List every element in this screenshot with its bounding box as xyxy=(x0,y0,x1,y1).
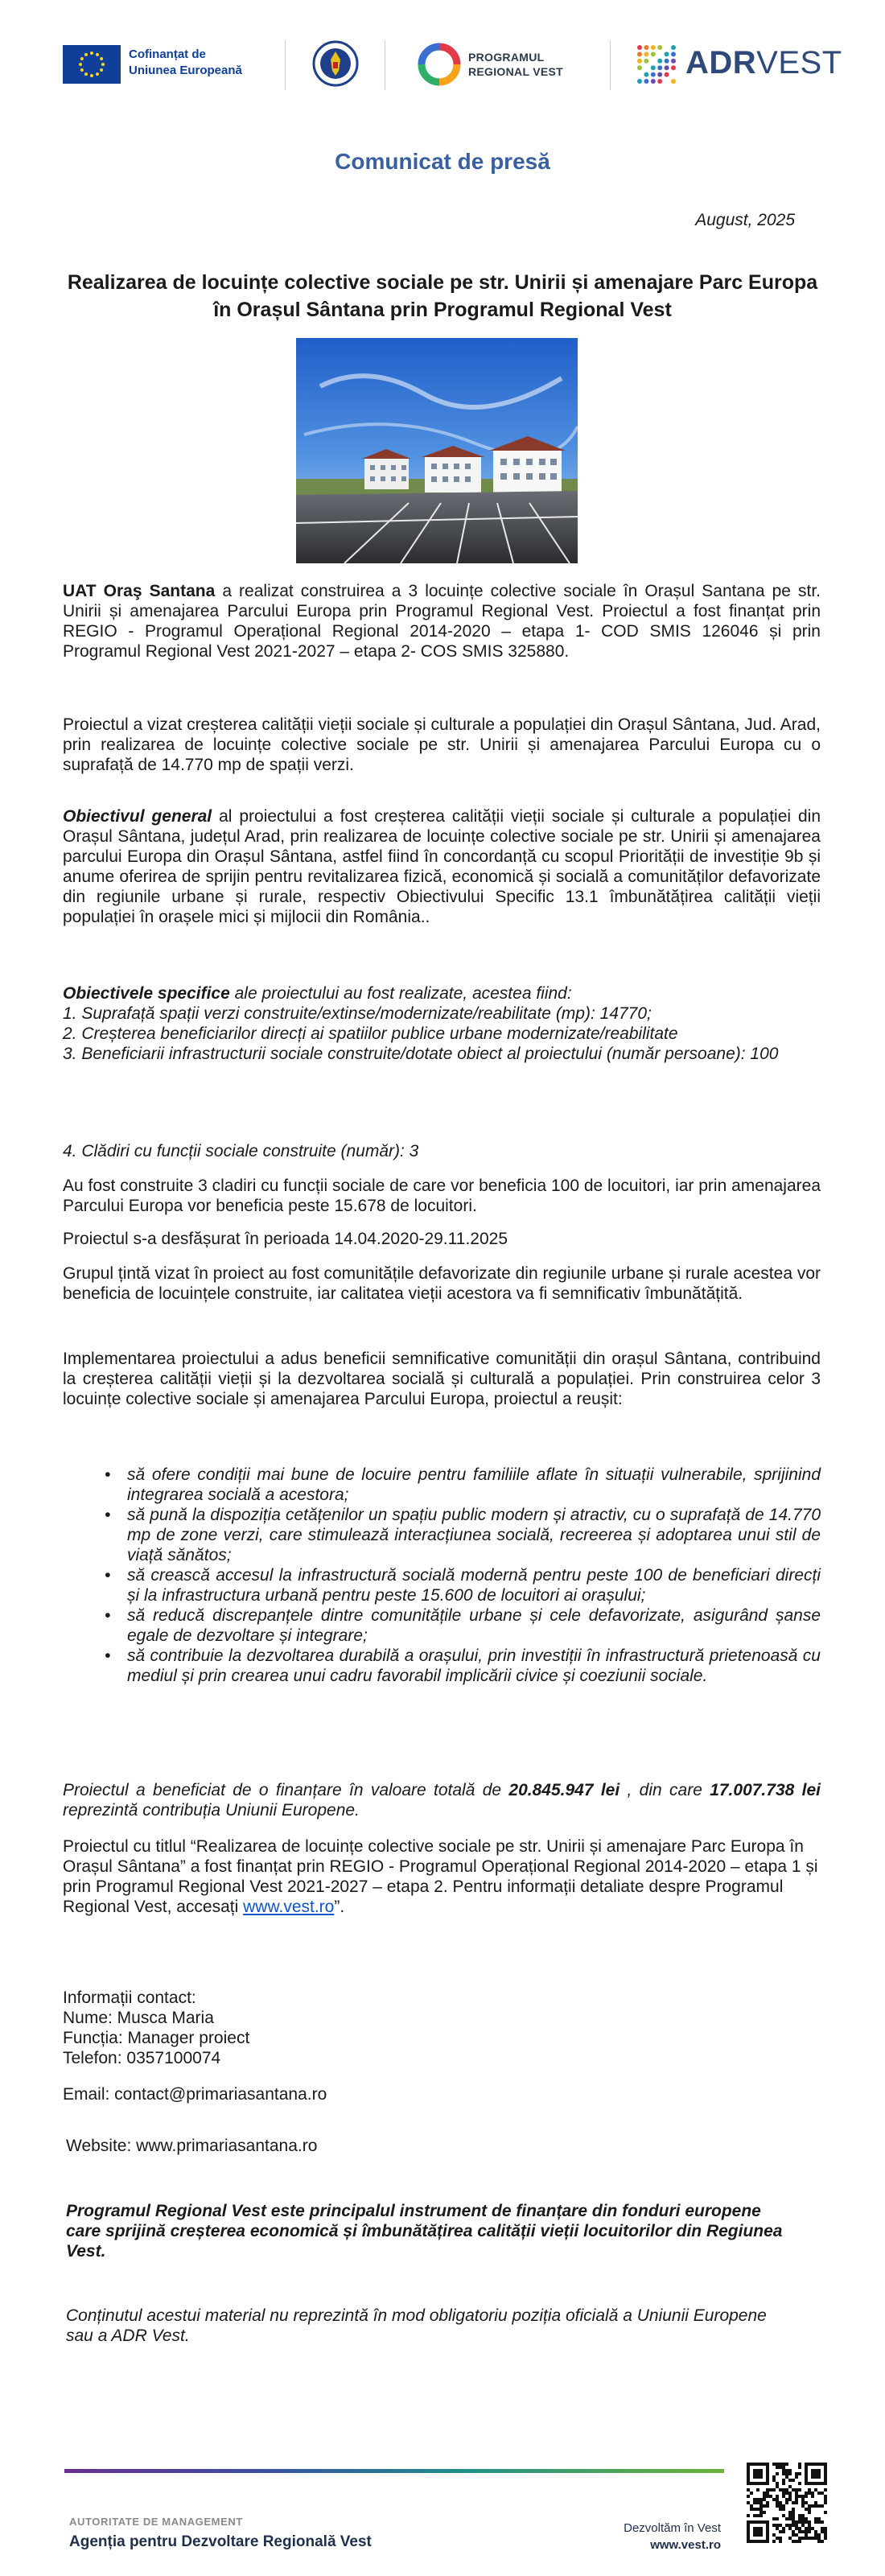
footer-divider xyxy=(64,2469,724,2473)
list-item: • să pună la dispoziția cetățenilor un spațiu public modern și atractiv, cu o suprafață de 14.770 mp de zone verzi, care stimulează interacțiunea socială, recreerea și adoptarea unui stil de viață sănătos; xyxy=(105,1506,821,1564)
list-item: • să ofere condiții mai bune de locuire pentru familiile aflate în situații vulnerabile, sprijinind integrarea socială a acestora; xyxy=(105,1465,821,1504)
paragraph-implementation: Implementarea proiectului a adus beneficii semnificative comunității din orașul Sântana, contribuind la creșterea calității vieții și la dezvoltarea socială și culturală a populației. Prin construirea celor 3 locuințe colective sociale și amenajarea Parcului Europa, proiectul a reușit: xyxy=(63,1350,821,1408)
footer-tagline: Dezvoltăm în Vest xyxy=(624,2521,721,2535)
contact-website[interactable]: Website: www.primariasantana.ro xyxy=(66,2137,318,2155)
list-item: • să crească accesul la infrastructură socială modernă pentru peste 100 de beneficiari direcți și la infrastructura urbană pentru peste 15.600 de locuitori ai orașului; xyxy=(105,1566,821,1605)
list-item: • să contribuie la dezvoltarea durabilă a orașului, prin investiții în infrastructură prietenoasă cu mediul și prin crearea unui cadru favorabil implicării civice și coeziunii sociale. xyxy=(105,1647,821,1685)
programul-regional-vest-logo-icon xyxy=(417,42,462,87)
programul-regional-vest-text: PROGRAMUL REGIONAL VEST xyxy=(468,51,564,78)
benefits-list xyxy=(105,1465,821,1686)
qr-code-icon[interactable] xyxy=(747,2463,827,2543)
adr-vest-logo-text: ADRVEST xyxy=(685,45,842,80)
paragraph-target-group: Grupul țintă vizat în proiect au fost comunitățile defavorizate din regiunile urbane și rurale acestea vor beneficia de locuințele construite, iar calitatea vieții acestora va fi semnificativ îmbunătățită. xyxy=(63,1264,821,1303)
header-divider xyxy=(610,40,611,90)
paragraph-project-aim: Proiectul a vizat creșterea calității vieții sociale și culturale a populației din Orașul Sântana, Jud. Arad, prin realizarea de locuințe colective sociale pe str. Unirii și amenajarea Parcului Europa cu o suprafață de 14.770 mp de spații verzi. xyxy=(63,715,821,774)
paragraph-period: Proiectul s-a desfășurat în perioada 14.04.2020-29.11.2025 xyxy=(63,1230,508,1248)
disclaimer: Conținutul acestui material nu reprezintă în mod obligatoriu poziția oficială a Uniunii Europene sau a ADR Vest. xyxy=(66,2306,767,2345)
footer-authority-label: AUTORITATE DE MANAGEMENT xyxy=(69,2516,243,2528)
housing-blocks-photo xyxy=(296,338,578,563)
program-statement: Programul Regional Vest este principalul instrument de finanțare din fonduri europene care sprijină creșterea economică și îmbunătățirea calității vieții locuitorilor din Regiunea Vest. xyxy=(66,2202,783,2261)
header-divider xyxy=(285,40,286,90)
contact-email[interactable]: Email: contact@primariasantana.ro xyxy=(63,2085,327,2104)
adr-vest-dots-icon xyxy=(636,43,677,85)
publication-date: August, 2025 xyxy=(695,211,795,229)
list-item: • să reducă discrepanțele dintre comunitățile urbane și cele defavorizate, asigurând șanse egale de dezvoltare și integrare; xyxy=(105,1606,821,1645)
page-title: Comunicat de presă xyxy=(335,149,550,174)
vest-ro-link[interactable]: www.vest.ro xyxy=(243,1898,335,1916)
footer-agency-name: Agenția pentru Dezvoltare Regională Vest xyxy=(69,2533,372,2550)
paragraph-financing: Proiectul a beneficiat de o finanțare în valoare totală de 20.845.947 lei , din care 17.007.738 lei reprezintă contribuția Uniunii Europene. xyxy=(63,1781,821,1820)
specific-objectives: Obiectivele specifice ale proiectului au fost realizate, acestea fiind: 1. Suprafață spații verzi construite/extinse/modernizate/reabilitate (mp): 14770; 2. Creșterea beneficiarilor direcți ai spatiilor publice urbane modernizate/reabilitate 3. Beneficiarii infrastructurii sociale construite/dotate obiect al proiectului (număr persoane): 100 xyxy=(63,984,779,1063)
headline: Realizarea de locuințe colective sociale pe str. Unirii și amenajare Parc Europa în Orașul Sântana prin Programul Regional Vest xyxy=(67,271,818,321)
paragraph-general-objective: Obiectivul general al proiectului a fost creșterea calității vieții sociale și culturale a populației din Orașul Sântana, județul Arad, prin realizarea de locuințe colective sociale pe str. Unirii și amenajarea parcului Europa din Orașul Sântana, astfel fiind în concordanță cu scopul Priorității de investiție 9b și anume oferirea de sprijin pentru revitalizarea fizică, economică și socială a comunităților defavorizate din regiunile urbane și rurale, respectiv Obiectivului Specific 13.1 îmbunătățirea calității vieții populației în orașele mici și mijlocii din România.. xyxy=(63,807,821,926)
eu-contribution-value: 17.007.738 xyxy=(710,1781,795,1799)
contact-info: Informații contact: Nume: Musca Maria Funcția: Manager proiect Telefon: 0357100074 xyxy=(63,1989,250,2067)
specific-objective-4: 4. Clădiri cu funcții sociale construite (număr): 3 xyxy=(63,1142,419,1160)
paragraph-intro: UAT Oraş Santana a realizat construirea a 3 locuințe colective sociale în Orașul Santana pe str. Unirii și amenajarea Parcului Europa prin Programul Regional Vest. Proiectul a fost finanțat prin REGIO - Programul Operațional Regional 2014-2020 – etapa 1- COD SMIS 126046 și prin Programul Regional Vest 2021-2027 – etapa 2- COS SMIS 325880. xyxy=(63,582,821,661)
romania-government-seal-icon xyxy=(312,40,359,87)
total-financing-value: 20.845.947 lei xyxy=(508,1781,620,1799)
paragraph-project-title: Proiectul cu titlul “Realizarea de locuințe colective sociale pe str. Unirii și amenajare Parc Europa în Orașul Sântana” a fost finanțat prin REGIO - Programul Operațional Regional 2014-2020 – etapa 1 și prin Programul Regional Vest 2021-2027 – etapa 2. Pentru informații detaliate despre Programul Regional Vest, accesați www.vest.ro”. xyxy=(63,1837,818,1916)
paragraph-buildings: Au fost construite 3 cladiri cu funcții sociale de care vor beneficia 100 de locuitori, iar prin amenajarea Parcului Europa vor beneficia peste 15.678 de locuitori. xyxy=(63,1177,821,1215)
eu-cofinancing-text: Cofinanțat de Uniunea Europeană xyxy=(129,47,242,77)
footer-url[interactable]: www.vest.ro xyxy=(650,2538,721,2552)
eu-flag-logo xyxy=(63,45,121,84)
